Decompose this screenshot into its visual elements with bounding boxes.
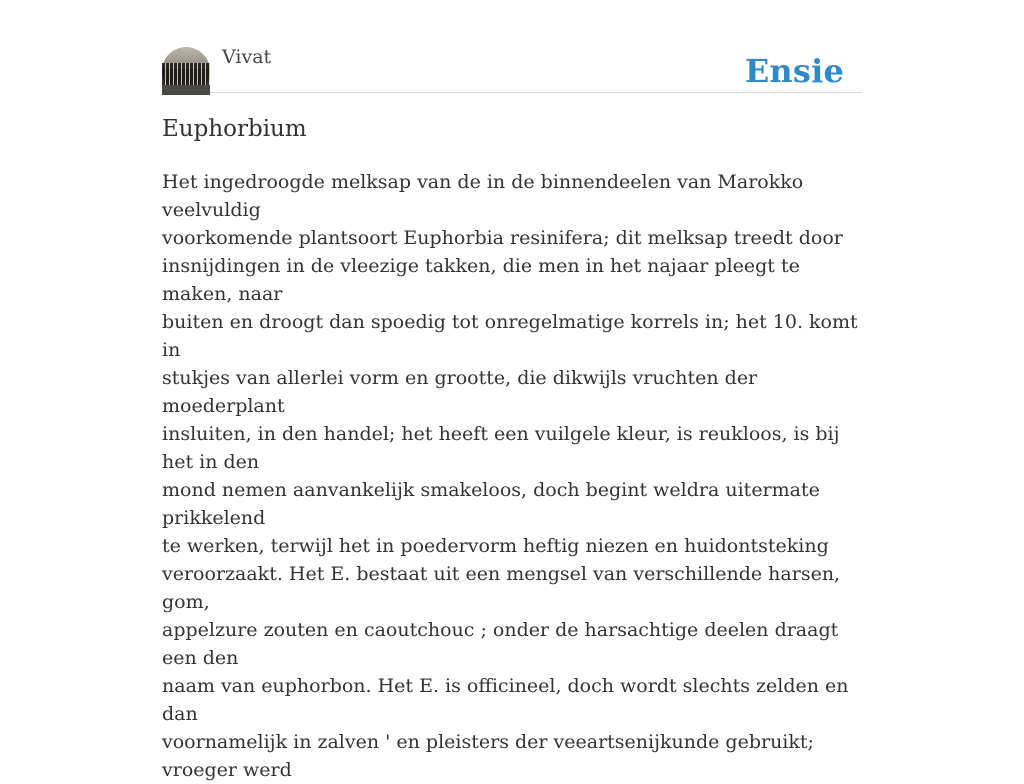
header bbox=[162, 44, 862, 93]
brand-logo[interactable]: Ensie bbox=[744, 52, 844, 90]
site-name-link[interactable]: Vivat bbox=[222, 46, 272, 68]
article-title: Euphorbium bbox=[162, 116, 307, 142]
avatar-image-detail bbox=[162, 63, 210, 85]
avatar-image-base bbox=[162, 85, 210, 95]
site-avatar[interactable] bbox=[162, 47, 210, 95]
article-body: Het ingedroogde melksap van de in de binnendeelen van Marokko veelvuldig voorkomende plantsoort Euphorbia resinifera; dit melksap treedt door insnijdingen in de vleezige takken, die men in het najaar pleegt te maken, naar buiten en droogt dan spoedig tot onregelmatige korrels in; het 10. komt in stukjes van allerlei vorm en grootte, die dikwijls vruchten der moederplant insluiten, in den handel; het heeft een vuilgele kleur, is reukloos, is bij het in den mond nemen aanvankelijk smakeloos, doch begint weldra uitermate prikkelend te werken, terwijl het in poedervorm heftig niezen en huidontsteking veroorzaakt. Het E. bestaat uit een mengsel van verschillende harsen, gom, appelzure zouten en caoutchouc ; onder de harsachtige deelen draagt een den naam van euphorbon. Het E. is officineel, doch wordt slechts zelden en dan voornamelijk in zalven ' en pleisters der veeartsenijkunde gebruikt; vroeger werd bbox=[162, 171, 858, 781]
